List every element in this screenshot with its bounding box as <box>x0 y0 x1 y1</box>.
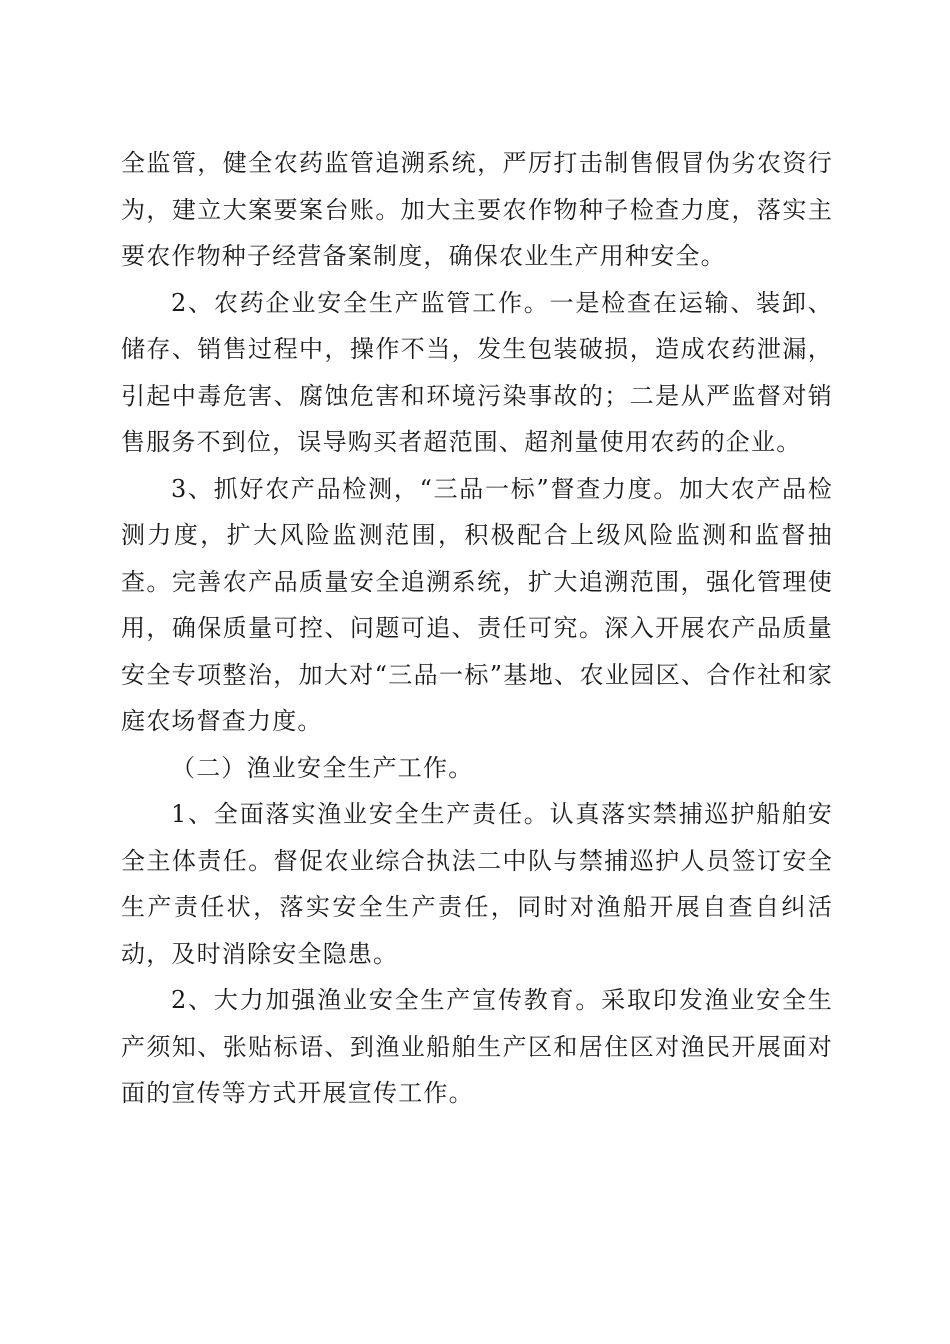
paragraph-fishery-responsibility: 1、全面落实渔业安全生产责任。认真落实禁捕巡护船舶安全主体责任。督促农业综合执法二中队与禁捕巡护人员签订安全生产责任状，落实安全生产责任，同时对渔船开展自查自纠活动，及时消除安全隐患。 <box>121 800 833 968</box>
paragraph-product-testing: 3、抓好农产品检测，“三品一标”督查力度。加大农产品检测力度，扩大风险监测范围，积极配合上级风险监测和监督抽查。完善农产品质量安全追溯系统，扩大追溯范围，强化管理使用，确保质量可控、问题可追、责任可究。深入开展农产品质量安全专项整治，加大对“三品一标”基地、农业园区、合作社和家庭农场督查力度。 <box>121 474 833 735</box>
paragraph-fishery-education: 2、大力加强渔业安全生产宣传教育。采取印发渔业安全生产须知、张贴标语、到渔业船舶生产区和居住区对渔民开展面对面的宣传等方式开展宣传工作。 <box>121 986 833 1107</box>
paragraph-continuation: 全监管，健全农药监管追溯系统，严厉打击制售假冒伪劣农资行为，建立大案要案台账。加大主要农作物种子检查力度，落实主要农作物种子经营备案制度，确保农业生产用种安全。 <box>121 149 833 270</box>
document-body <box>121 140 833 1117</box>
section-heading-fishery: （二）渔业安全生产工作。 <box>171 753 474 782</box>
paragraph-pesticide-enterprise: 2、农药企业安全生产监管工作。一是检查在运输、装卸、储存、销售过程中，操作不当，发生包装破损，造成农药泄漏，引起中毒危害、腐蚀危害和环境污染事故的；二是从严监督对销售服务不到位，误导购买者超范围、超剂量使用农药的企业。 <box>121 288 833 456</box>
